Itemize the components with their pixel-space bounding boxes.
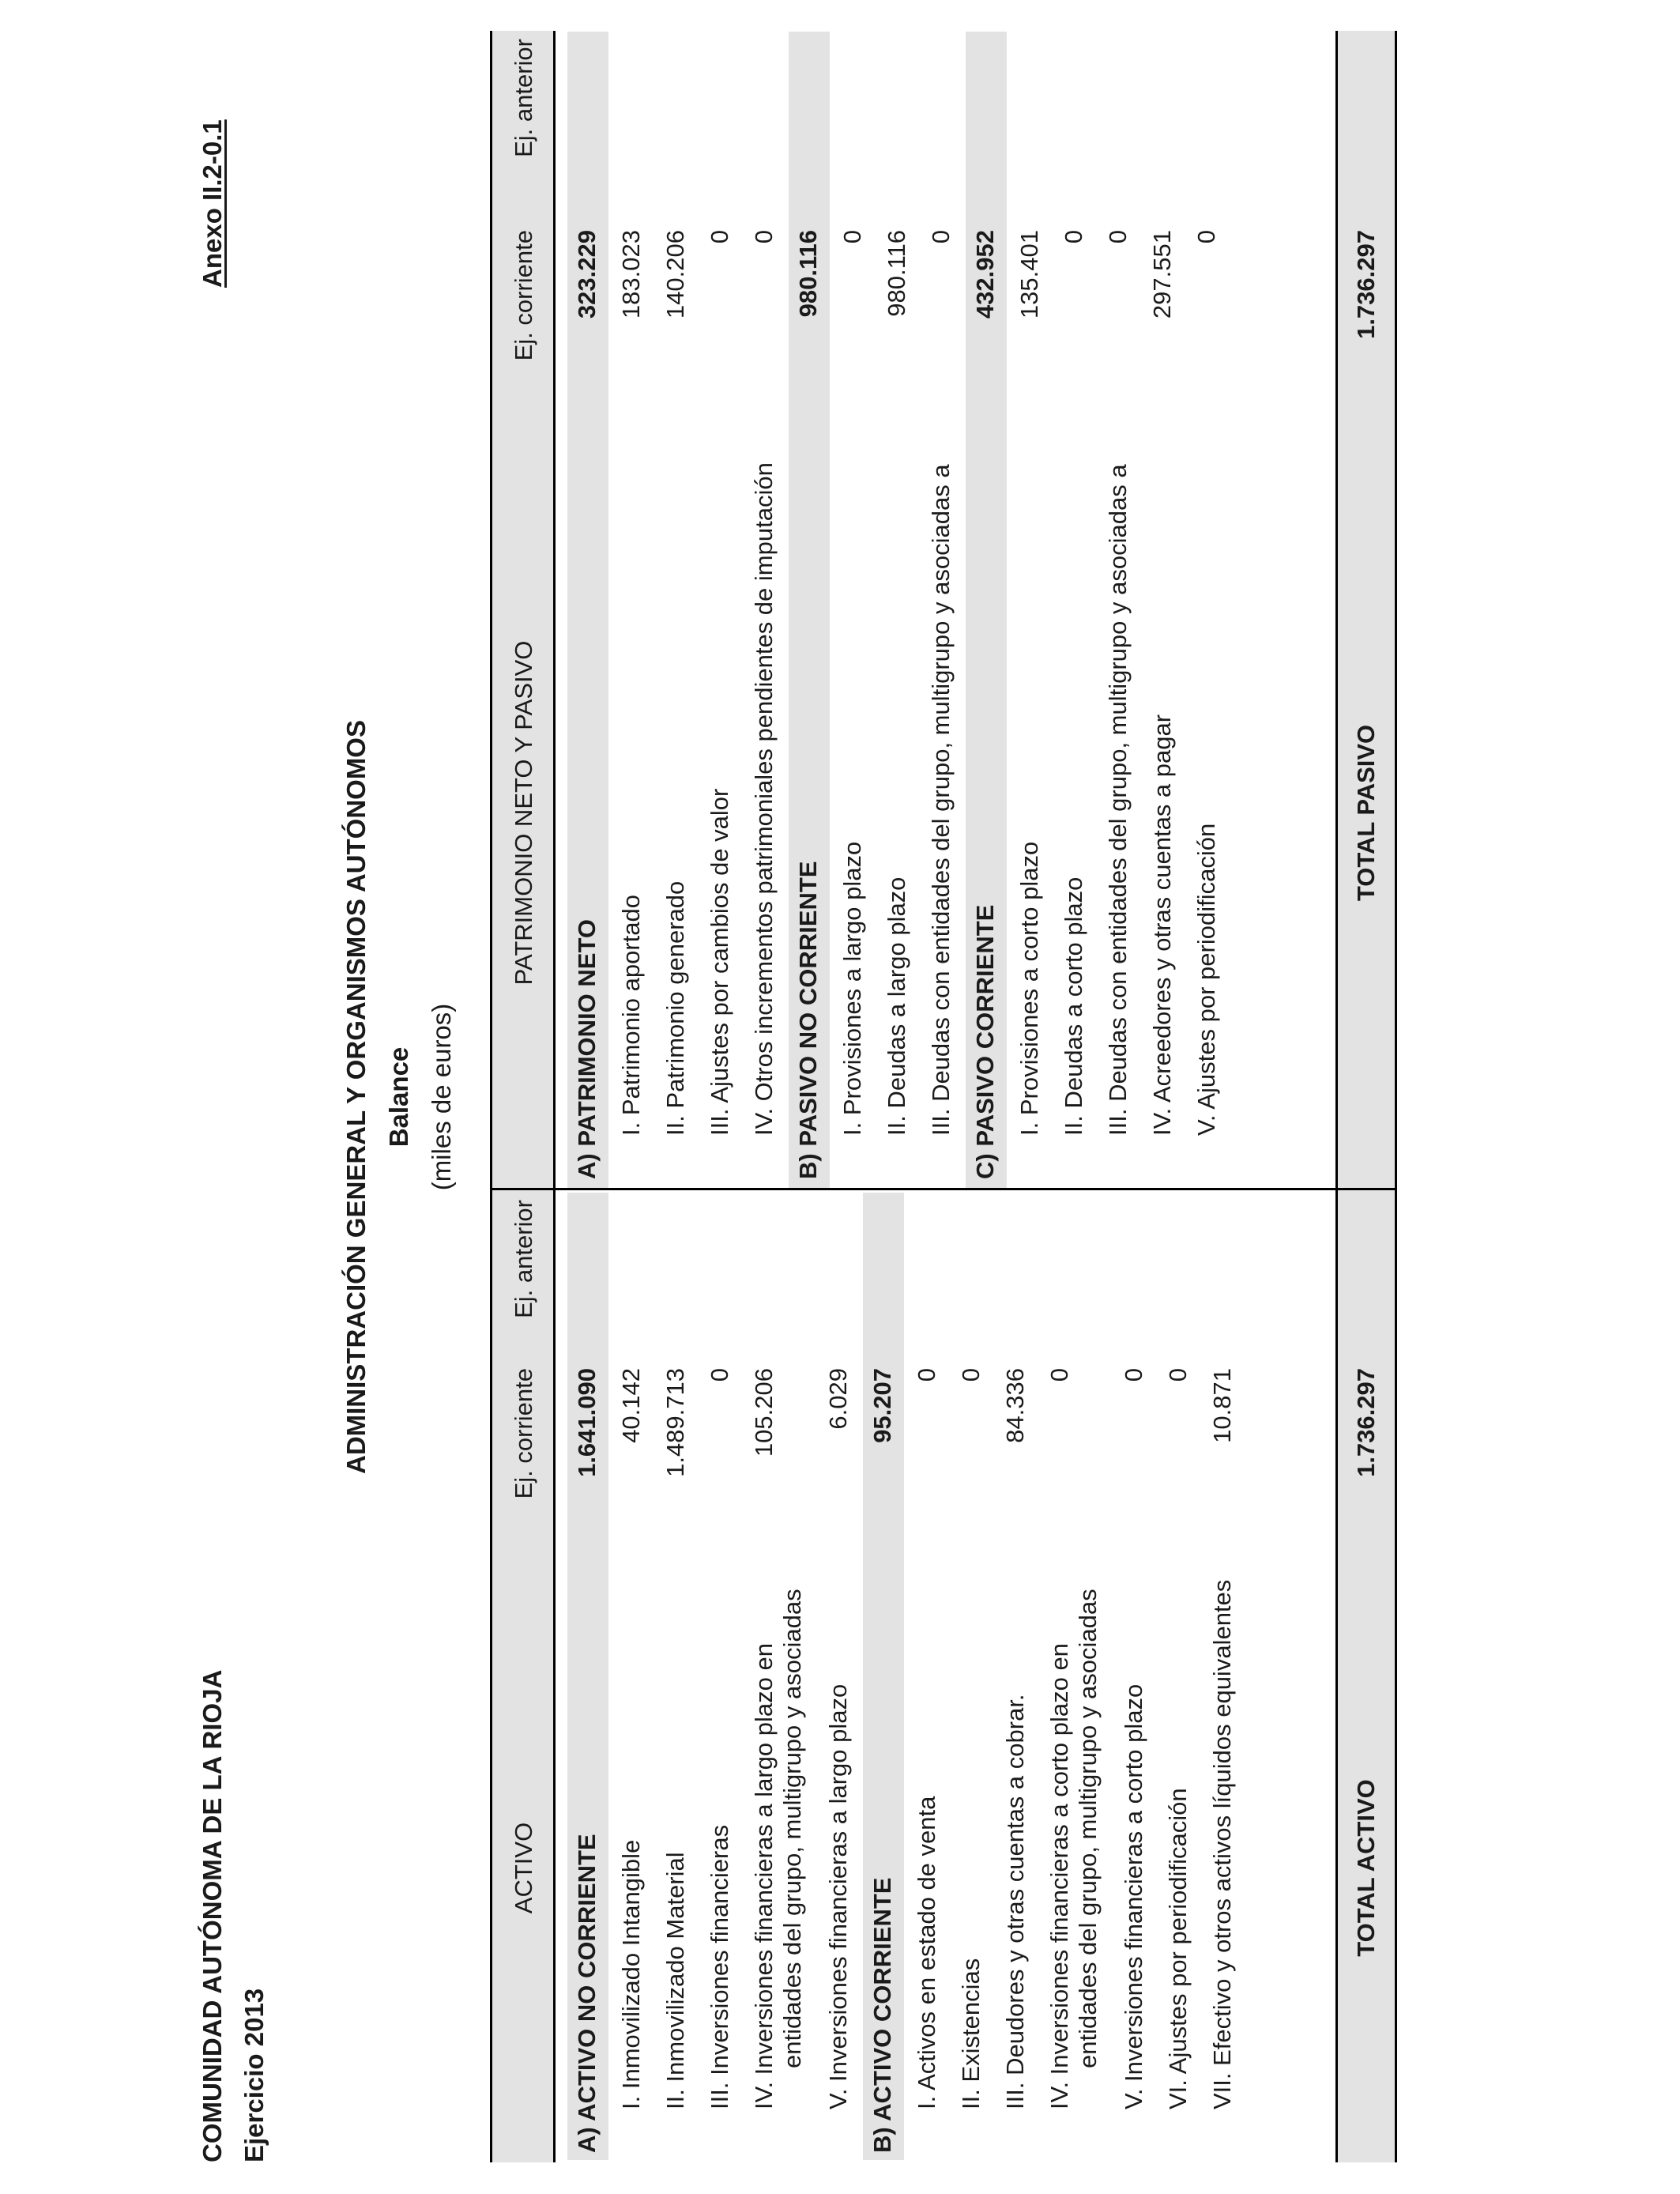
- row-value: 0: [1060, 230, 1087, 244]
- row-label: II. Deudas a corto plazo: [1060, 876, 1087, 1136]
- row-value: 0: [913, 1368, 940, 1382]
- row-value: 0: [750, 230, 778, 244]
- section-label: A) ACTIVO NO CORRIENTE: [573, 1834, 601, 2153]
- section-label: A) PATRIMONIO NETO: [573, 919, 601, 1179]
- row-label: III. Deudores y otras cuentas a cobrar.: [1001, 1694, 1029, 2109]
- row-label: IV. Inversiones financieras a corto plazo en: [1045, 1643, 1073, 2109]
- row-value: 140.206: [661, 230, 689, 319]
- row-label: I. Activos en estado de venta: [913, 1796, 940, 2109]
- table-bottom-border: [1395, 31, 1397, 2162]
- sub-title: Balance: [384, 1046, 413, 1148]
- units-note: (miles de euros): [427, 1003, 456, 1191]
- row-label: II. Existencias: [957, 1958, 985, 2109]
- activo-total-value: 1.736.297: [1352, 1368, 1380, 1477]
- row-label: II. Deudas a largo plazo: [883, 876, 910, 1136]
- pasivo-col-current: Ej. corriente: [510, 230, 537, 361]
- row-label: I. Provisiones a corto plazo: [1015, 841, 1043, 1136]
- section-value: 980.116: [794, 230, 822, 318]
- row-value: 0: [957, 1368, 985, 1382]
- row-value: 980.116: [883, 230, 910, 317]
- column-divider: [490, 1188, 1397, 1190]
- section-label: B) PASIVO NO CORRIENTE: [794, 861, 822, 1179]
- row-value: 183.023: [617, 230, 645, 319]
- row-label: I. Patrimonio aportado: [617, 894, 645, 1136]
- section-label: C) PASIVO CORRIENTE: [971, 904, 999, 1179]
- row-value: 0: [1120, 1368, 1147, 1382]
- row-label: III. Ajustes por cambios de valor: [706, 788, 733, 1136]
- row-value: 84.336: [1001, 1368, 1029, 1443]
- section-value: 323.229: [573, 230, 601, 319]
- row-value: 6.029: [824, 1368, 852, 1430]
- table-top-border: [490, 31, 492, 2162]
- row-value: 0: [706, 1368, 733, 1382]
- row-label-continued: entidades del grupo, multigrupo y asociadas: [778, 1589, 806, 2068]
- row-label: IV. Inversiones financieras a largo plazo en: [750, 1643, 778, 2109]
- org-name: COMUNIDAD AUTÓNOMA DE LA RIOJA: [198, 1669, 227, 2162]
- row-value: 0: [838, 230, 866, 244]
- pasivo-total-value: 1.736.297: [1352, 230, 1380, 339]
- row-value: 1.489.713: [661, 1368, 689, 1477]
- activo-col-previous: Ej. anterior: [510, 1200, 537, 1318]
- row-value: 0: [706, 230, 733, 244]
- row-label: V. Inversiones financieras a corto plazo: [1120, 1683, 1147, 2109]
- row-label: VI. Ajustes por periodificación: [1164, 1788, 1192, 2109]
- row-label: V. Ajustes por periodificación: [1192, 823, 1220, 1136]
- row-label: III. Deudas con entidades del grupo, multigrupo y asociadas a: [1104, 464, 1132, 1136]
- row-label: I. Provisiones a largo plazo: [838, 841, 866, 1136]
- section-label: B) ACTIVO CORRIENTE: [868, 1877, 896, 2153]
- section-value: 432.952: [971, 230, 999, 319]
- section-value: 1.641.090: [573, 1368, 601, 1477]
- row-value: 0: [1164, 1368, 1192, 1382]
- row-label: I. Inmovilizado Intangible: [617, 1839, 645, 2109]
- pasivo-total-label: TOTAL PASIVO: [1352, 724, 1380, 902]
- section-value: 95.207: [868, 1368, 896, 1443]
- row-label: III. Inversiones financieras: [706, 1824, 733, 2109]
- total-top-border: [1335, 31, 1338, 2162]
- row-value: 40.142: [617, 1368, 645, 1443]
- activo-heading: ACTIVO: [510, 1822, 537, 1914]
- main-title: ADMINISTRACIÓN GENERAL Y ORGANISMOS AUTÓNOMOS: [341, 720, 371, 1475]
- row-value: 0: [1192, 230, 1220, 244]
- annex-reference: Anexo II.2-0.1: [198, 119, 227, 288]
- row-label: VII. Efectivo y otros activos líquidos equivalentes: [1208, 1579, 1236, 2109]
- row-value: 105.206: [750, 1368, 778, 1457]
- activo-total-label: TOTAL ACTIVO: [1352, 1779, 1380, 1957]
- pasivo-col-previous: Ej. anterior: [510, 39, 537, 157]
- activo-col-current: Ej. corriente: [510, 1368, 537, 1499]
- pasivo-heading: PATRIMONIO NETO Y PASIVO: [510, 640, 537, 986]
- row-value: 10.871: [1208, 1368, 1236, 1443]
- row-value: 297.551: [1148, 230, 1176, 319]
- row-value: 0: [1104, 230, 1132, 244]
- row-label: II. Patrimonio generado: [661, 880, 689, 1136]
- row-value: 135.401: [1015, 230, 1043, 319]
- row-value: 0: [1045, 1368, 1073, 1382]
- row-label: IV. Otros incrementos patrimoniales pendientes de imputación: [750, 462, 778, 1136]
- row-value: 0: [927, 230, 955, 244]
- row-label: V. Inversiones financieras a largo plazo: [824, 1683, 852, 2109]
- row-label: IV. Acreedores y otras cuentas a pagar: [1148, 714, 1176, 1136]
- row-label-continued: entidades del grupo, multigrupo y asociadas: [1074, 1589, 1102, 2068]
- row-label: III. Deudas con entidades del grupo, multigrupo y asociadas a: [927, 464, 955, 1136]
- fiscal-year: Ejercicio 2013: [239, 1988, 269, 2162]
- row-label: II. Inmovilizado Material: [661, 1852, 689, 2109]
- header-separator: [553, 31, 556, 2162]
